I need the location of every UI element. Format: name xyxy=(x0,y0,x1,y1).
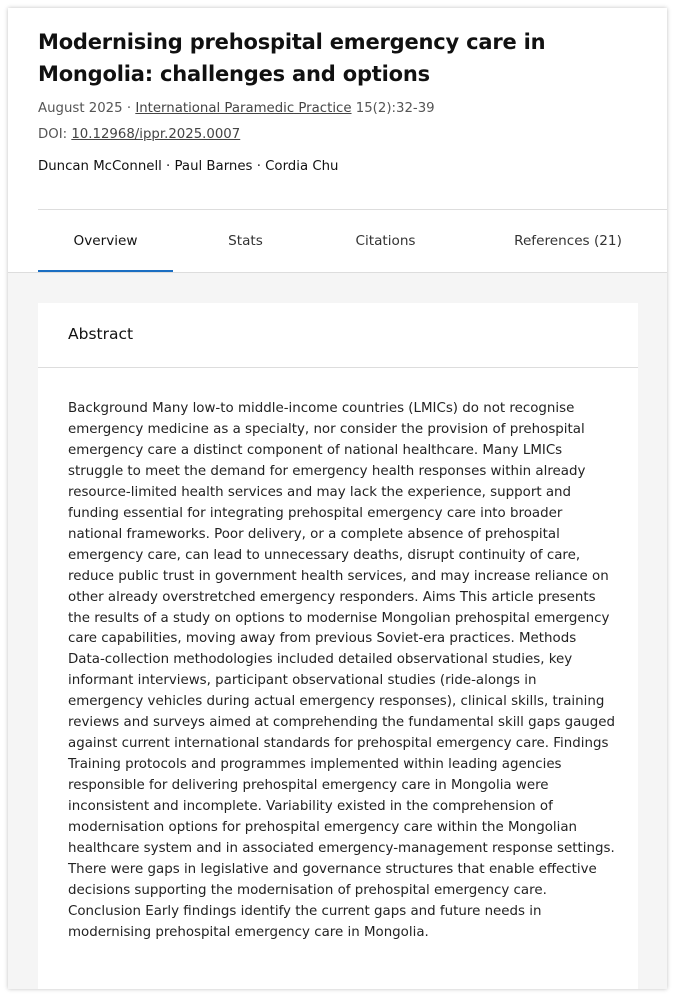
tab-stats[interactable] xyxy=(178,210,313,272)
tab-overview-label: Overview xyxy=(73,233,138,249)
abstract-divider xyxy=(38,367,638,368)
doi-link[interactable]: 10.12968/ippr.2025.0007 xyxy=(71,127,241,142)
publication-meta xyxy=(38,101,435,116)
journal-link[interactable]: International Paramedic Practice xyxy=(135,101,352,116)
publication-date: August 2025 xyxy=(38,101,123,116)
article-tabs xyxy=(38,210,667,272)
tab-stats-label: Stats xyxy=(228,233,263,249)
article-title: Modernising prehospital emergency care in Mongolia: challenges and options xyxy=(38,30,546,86)
doi-label: DOI: xyxy=(38,127,68,142)
author-list[interactable]: Duncan McConnell · Paul Barnes · Cordia Chu xyxy=(38,159,339,174)
article-header xyxy=(8,8,667,272)
tab-references-label: References (21) xyxy=(514,233,622,249)
abstract-text: Background Many low-to middle-income countries (LMICs) do not recognise emergency medicine as a specialty, nor consider the provision of prehospital emergency care a distinct component of national healthcare. Many LMICs struggle to meet the demand for emergency health responses within already resource-limited health services and may lack the experience, support and funding essential for integrating prehospital emergency care into broader national frameworks. Poor delivery, or a complete absence of prehospital emergency care, can lead to unnecessary deaths, disrupt continuity of care, reduce public trust in government health services, and may increase reliance on other already overstretched emergency responders. Aims This article presents the results of a study on options to modernise Mongolian prehospital emergency care capabilities, moving away from previous Soviet-era practices. Methods Data-collection methodologies included detailed observational studies, key informant interviews, participant observational studies (ride-alongs in emergency vehicles during actual emergency responses), clinical skills, training reviews and surveys aimed at comprehending the fundamental skill gaps gauged against current international standards for prehospital emergency care. Findings Training protocols and programmes implemented within leading agencies responsible for delivering prehospital emergency care in Mongolia were inconsistent and incomplete. Variability existed in the comprehension of modernisation options for prehospital emergency care within the Mongolian healthcare system and in associated emergency-management response settings. There were gaps in legislative and governance structures that enable effective decisions supporting the modernisation of prehospital emergency care. Conclusion Early findings identify the current gaps and future needs in modernising prehospital emergency care in Mongolia. xyxy=(68,401,616,940)
content-area xyxy=(8,272,667,989)
doi-line xyxy=(38,127,240,142)
article-page xyxy=(8,8,667,989)
abstract-card xyxy=(38,303,638,989)
tab-references[interactable] xyxy=(488,210,648,272)
abstract-heading: Abstract xyxy=(68,325,134,343)
tab-citations[interactable] xyxy=(318,210,453,272)
tab-overview[interactable] xyxy=(38,210,173,272)
tab-citations-label: Citations xyxy=(355,233,416,249)
meta-separator: · xyxy=(126,101,132,116)
volume-issue-pages: 15(2):32-39 xyxy=(355,101,435,116)
